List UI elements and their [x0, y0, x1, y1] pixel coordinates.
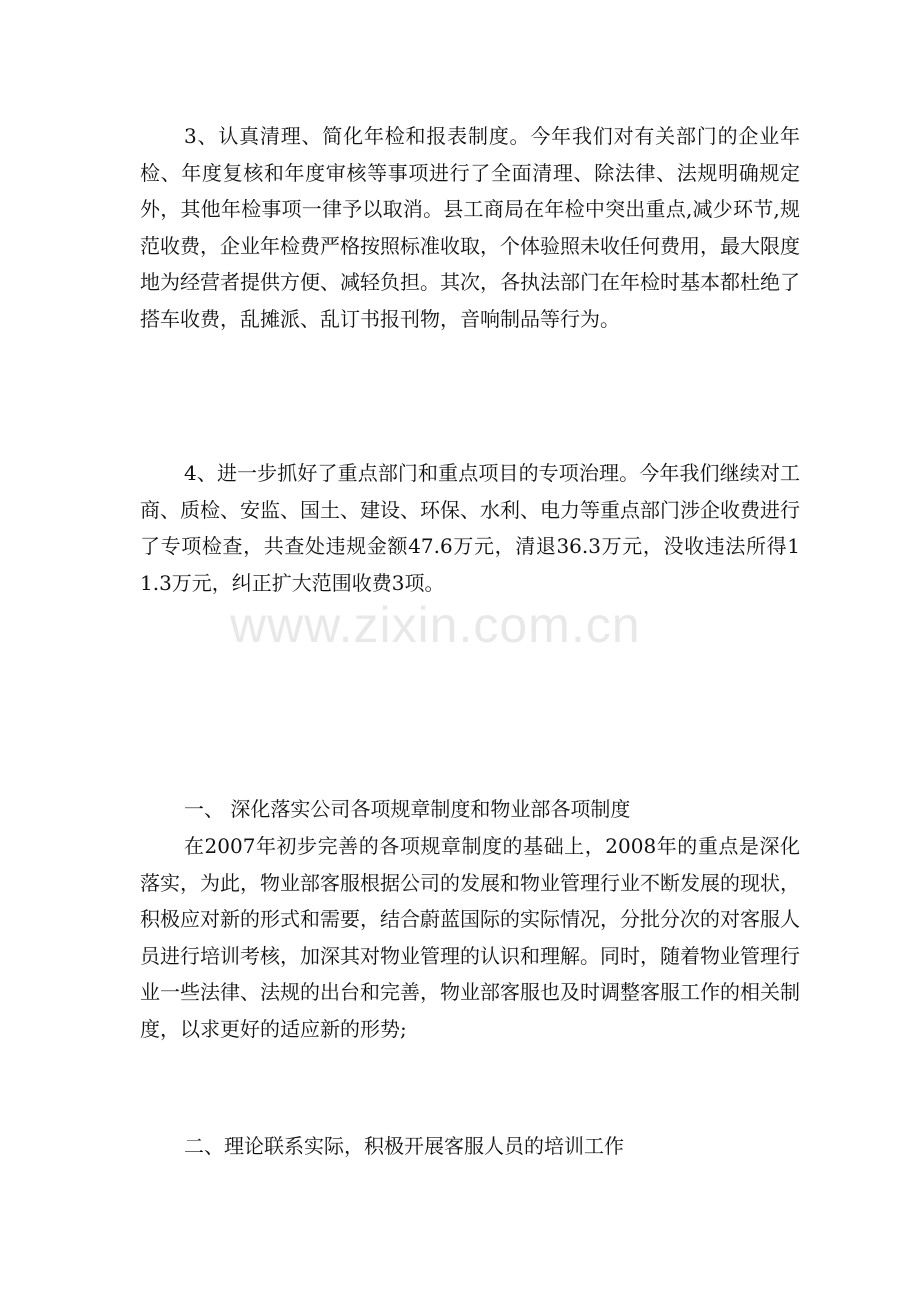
- paragraph-item-4: 4、进一步抓好了重点部门和重点项目的专项治理。今年我们继续对工商、质检、安监、国土、建设、环保、水利、电力等重点部门涉企收费进行了专项检查，共查处违规金额47.6万元，清退36.3万元，没收违法所得11.3万元，纠正扩大范围收费3项。: [140, 461, 800, 595]
- watermark-text: www.zixin.com.cn: [230, 597, 641, 653]
- paragraph-item-3: 3、认真清理、简化年检和报表制度。今年我们对有关部门的企业年检、年度复核和年度审核等事项进行了全面清理、除法律、法规明确规定外，其他年检事项一律予以取消。县工商局在年检中突出重点,减少环节,规范收费，企业年检费严格按照标准收取，个体验照未收任何费用，最大限度地为经营者提供方便、减轻负担。其次，各执法部门在年检时基本都杜绝了搭车收费，乱摊派、乱订书报刊物，音响制品等行为。: [140, 124, 800, 331]
- section-heading-1: 一、 深化落实公司各项规章制度和物业部各项制度: [184, 797, 631, 821]
- section-heading-2: 二、理论联系实际，积极开展客服人员的培训工作: [184, 1134, 624, 1158]
- paragraph-section-1-body: 在2007年初步完善的各项规章制度的基础上，2008年的重点是深化落实，为此，物业部客服根据公司的发展和物业管理行业不断发展的现状，积极应对新的形式和需要，结合蔚蓝国际的实际情况，分批分次的对客服人员进行培训考核，加深其对物业管理的认识和理解。同时，随着物业管理行业一些法律、法规的出台和完善，物业部客服也及时调整客服工作的相关制度，以求更好的适应新的形势;: [140, 834, 800, 1041]
